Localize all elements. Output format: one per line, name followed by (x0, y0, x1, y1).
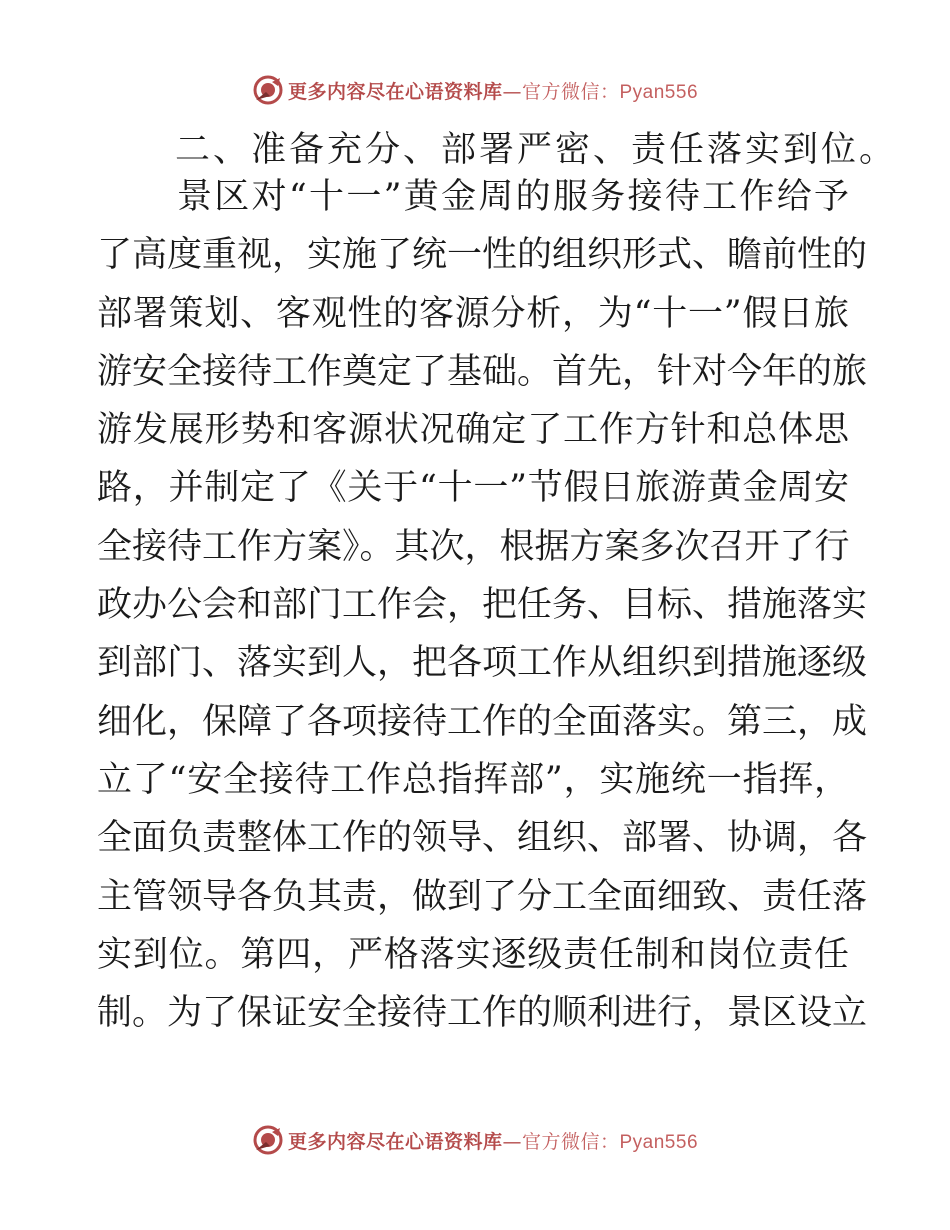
watermark-main-text: 更多内容尽在心语资料库 (287, 1130, 503, 1153)
paragraph-line: 主管领导各负其责，做到了分工全面细致、责任落 (97, 876, 868, 917)
watermark-wechat-id: Pyan556 (619, 1131, 699, 1153)
paragraph-line: 游发展形势和客源状况确定了工作方针和总体思 (97, 410, 849, 451)
paragraph-line: 景区对“十一”黄金周的服务接待工作给予 (177, 177, 849, 217)
watermark-text (288, 1127, 698, 1154)
watermark-header (0, 70, 950, 110)
paragraph-line: 政办公会和部门工作会，把任务、目标、措施落实 (97, 585, 868, 626)
paragraph-line: 制。为了保证安全接待工作的顺利进行，景区设立 (97, 993, 868, 1034)
paragraph-line: 全面负责整体工作的领导、组织、部署、协调，各 (97, 818, 868, 859)
watermark-dash: — (502, 80, 522, 103)
paragraph-line: 部署策划、客观性的客源分析，为“十一”假日旅 (97, 293, 849, 334)
watermark-text (288, 77, 698, 104)
paragraph-line: 实到位。第四，严格落实逐级责任制和岗位责任 (97, 934, 849, 975)
paragraph-line: 立了“安全接待工作总指挥部”，实施统一指挥， (97, 759, 849, 800)
section-heading: 二、准备充分、部署严密、责任落实到位。 (175, 130, 898, 170)
brand-logo-icon (252, 1124, 284, 1156)
watermark-main-text: 更多内容尽在心语资料库 (287, 80, 503, 103)
paragraph-line: 游安全接待工作奠定了基础。首先，针对今年的旅 (97, 351, 868, 392)
watermark-wechat-id: Pyan556 (619, 81, 699, 103)
body-paragraph (97, 168, 868, 1042)
paragraph-line: 细化，保障了各项接待工作的全面落实。第三，成 (97, 701, 868, 742)
paragraph-line: 路，并制定了《关于“十一”节假日旅游黄金周安 (97, 468, 849, 509)
paragraph-line: 全接待工作方案》。其次，根据方案多次召开了行 (97, 526, 850, 567)
paragraph-line: 了高度重视，实施了统一性的组织形式、瞻前性的 (97, 235, 868, 276)
watermark-official-label: 官方微信： (521, 1130, 620, 1153)
watermark-official-label: 官方微信： (521, 80, 620, 103)
watermark-dash: — (502, 1130, 522, 1153)
brand-logo-icon (252, 74, 284, 106)
paragraph-line: 到部门、落实到人，把各项工作从组织到措施逐级 (97, 643, 868, 684)
watermark-footer (0, 1120, 950, 1160)
